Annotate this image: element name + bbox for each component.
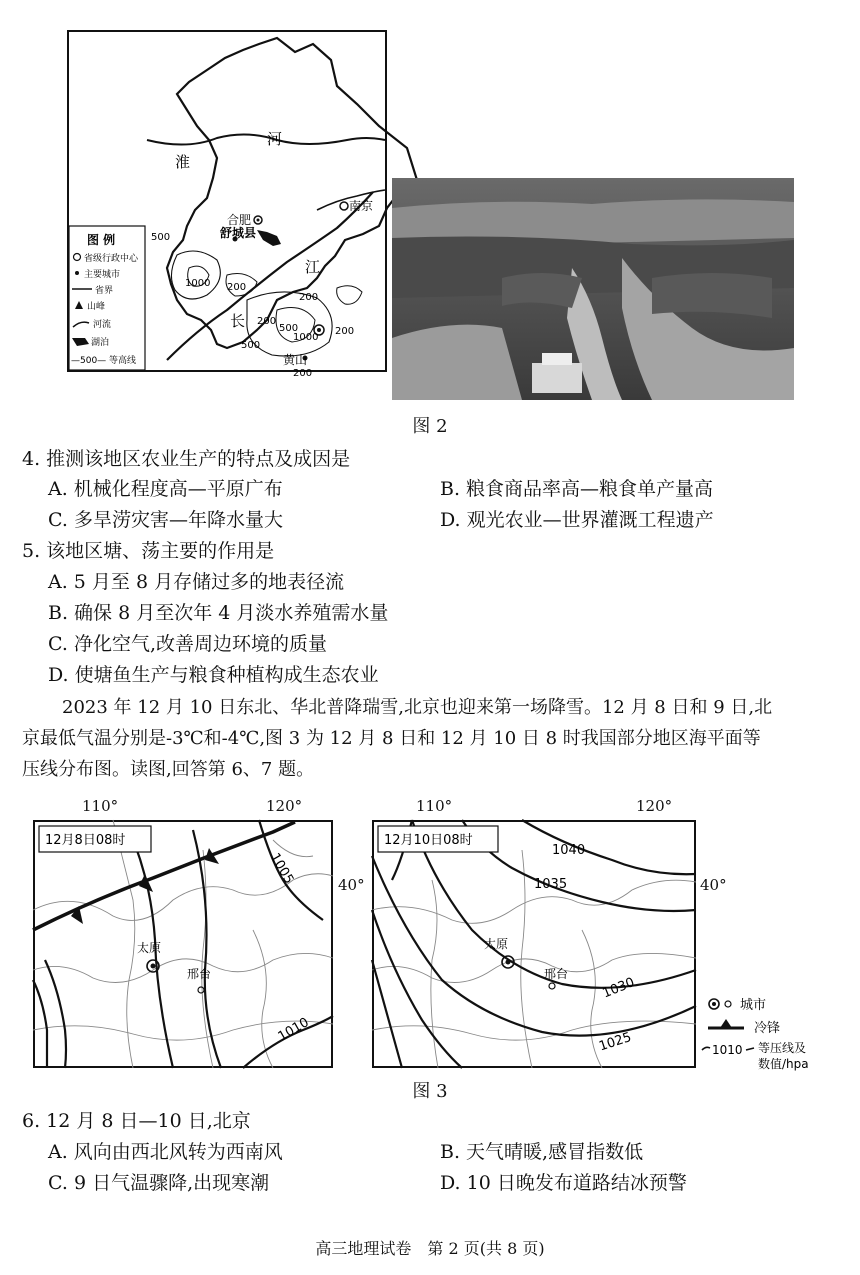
label-hefei: 合肥 bbox=[227, 213, 252, 227]
legend-city: 城市 bbox=[740, 998, 767, 1013]
map1-taiyuan: 太原 bbox=[137, 941, 162, 955]
weather-map-dec10 bbox=[372, 820, 696, 1068]
q5-stem: 5. 该地区塘、荡主要的作用是 bbox=[22, 540, 275, 562]
label-chang: 长 bbox=[230, 312, 246, 330]
label-huai: 淮 bbox=[175, 153, 191, 171]
legend-item-4: 河流 bbox=[93, 320, 112, 330]
q4-option-b[interactable]: B. 粮食商品率高—粮食单产量高 bbox=[440, 478, 714, 500]
landscape-photo bbox=[392, 178, 794, 400]
anhui-map bbox=[67, 30, 387, 379]
map2-xingtai: 邢台 bbox=[544, 967, 569, 981]
label-he: 河 bbox=[267, 130, 283, 148]
contour-1000a: 1000 bbox=[185, 278, 211, 289]
figure3-caption: 图 3 bbox=[412, 1081, 448, 1102]
legend-item-1: 主要城市 bbox=[84, 270, 121, 280]
contour-500a: 500 bbox=[151, 232, 171, 243]
figure2-caption: 图 2 bbox=[412, 416, 448, 437]
contour-500b: 500 bbox=[279, 323, 299, 334]
legend-item-5: 湖泊 bbox=[91, 338, 110, 348]
q5-option-c[interactable]: C. 净化空气,改善周边环境的质量 bbox=[48, 633, 327, 655]
passage-line-3: 压线分布图。读图,回答第 6、7 题。 bbox=[22, 759, 315, 780]
contour-500c: 500 bbox=[241, 340, 261, 351]
weather-map-dec8 bbox=[33, 820, 333, 1068]
label-shucheng: 舒城县 bbox=[220, 226, 257, 240]
contour-200a: 200 bbox=[227, 282, 247, 293]
isobar-legend-icon bbox=[702, 1047, 710, 1050]
map2-title: 12月10日08时 bbox=[384, 833, 473, 848]
legend-cold-front: 冷锋 bbox=[754, 1021, 781, 1036]
q6-option-d[interactable]: D. 10 日晚发布道路结冰预警 bbox=[440, 1172, 687, 1194]
map2-iso-1035: 1035 bbox=[534, 877, 568, 892]
map2-iso-1040: 1040 bbox=[552, 843, 586, 858]
contour-200b: 200 bbox=[299, 292, 319, 303]
label-huangshan: 黄山 bbox=[283, 353, 308, 367]
q6-option-a[interactable]: A. 风向由西北风转为西南风 bbox=[48, 1141, 283, 1163]
legend-item-0: 省级行政中心 bbox=[84, 254, 139, 264]
city-dot-icon bbox=[75, 271, 79, 275]
q5-option-a[interactable]: A. 5 月至 8 月存储过多的地表径流 bbox=[48, 571, 345, 593]
map1-iso-1005: 1005 bbox=[266, 850, 297, 887]
legend-title: 图 例 bbox=[87, 233, 116, 247]
map1-lon-110: 110° bbox=[82, 797, 119, 815]
map2-iso-1030: 1030 bbox=[600, 975, 637, 1002]
legend-isobar-value: 1010 bbox=[712, 1043, 743, 1057]
map1-iso-1010: 1010 bbox=[275, 1015, 312, 1045]
q6-option-b[interactable]: B. 天气晴暖,感冒指数低 bbox=[440, 1141, 644, 1163]
label-nanjing: 南京 bbox=[349, 199, 374, 213]
legend-item-6: —500— 等高线 bbox=[71, 356, 137, 366]
map2-lon-120: 120° bbox=[636, 797, 673, 815]
legend-isobar-line1: 等压线及 bbox=[758, 1041, 807, 1055]
q4-stem: 4. 推测该地区农业生产的特点及成因是 bbox=[22, 448, 351, 470]
map2-lat-40: 40° bbox=[700, 876, 727, 894]
contour-200c: 200 bbox=[257, 316, 277, 327]
map1-title: 12月8日08时 bbox=[45, 833, 126, 848]
q5-option-b[interactable]: B. 确保 8 月至次年 4 月淡水养殖需水量 bbox=[48, 602, 389, 624]
legend-isobar-line2: 数值/hpa bbox=[758, 1057, 809, 1071]
map2-iso-1025: 1025 bbox=[597, 1029, 634, 1055]
contour-200e: 200 bbox=[293, 368, 313, 379]
map-legend bbox=[69, 226, 145, 370]
legend-item-3: 山峰 bbox=[87, 302, 106, 312]
legend-item-2: 省界 bbox=[95, 286, 114, 296]
map2-lon-110: 110° bbox=[416, 797, 453, 815]
label-jiang: 江 bbox=[305, 258, 321, 276]
map1-lat-40: 40° bbox=[338, 876, 365, 894]
passage-line-1: 2023 年 12 月 10 日东北、华北普降瑞雪,北京也迎来第一场降雪。12 月 8 日和 9 日,北 bbox=[62, 697, 773, 718]
map2-taiyuan: 太原 bbox=[484, 937, 509, 951]
q6-stem: 6. 12 月 8 日—10 日,北京 bbox=[22, 1110, 251, 1132]
map1-xingtai: 邢台 bbox=[187, 967, 212, 981]
map1-lon-120: 120° bbox=[266, 797, 303, 815]
q4-option-d[interactable]: D. 观光农业—世界灌溉工程遗产 bbox=[440, 509, 714, 531]
q6-option-c[interactable]: C. 9 日气温骤降,出现寒潮 bbox=[48, 1172, 270, 1194]
contour-1000b: 1000 bbox=[293, 332, 319, 343]
q4-option-c[interactable]: C. 多旱涝灾害—年降水量大 bbox=[48, 509, 283, 531]
passage-line-2: 京最低气温分别是-3℃和-4℃,图 3 为 12 月 8 日和 12 月 10 日 8 时我国部分地区海平面等 bbox=[22, 728, 761, 749]
q5-option-d[interactable]: D. 使塘鱼生产与粮食种植构成生态农业 bbox=[48, 664, 379, 686]
q4-option-a[interactable]: A. 机械化程度高—平原广布 bbox=[48, 478, 283, 500]
figure3-legend bbox=[700, 994, 850, 1074]
page-footer: 高三地理试卷 第 2 页(共 8 页) bbox=[315, 1239, 545, 1258]
contour-200d: 200 bbox=[335, 326, 355, 337]
